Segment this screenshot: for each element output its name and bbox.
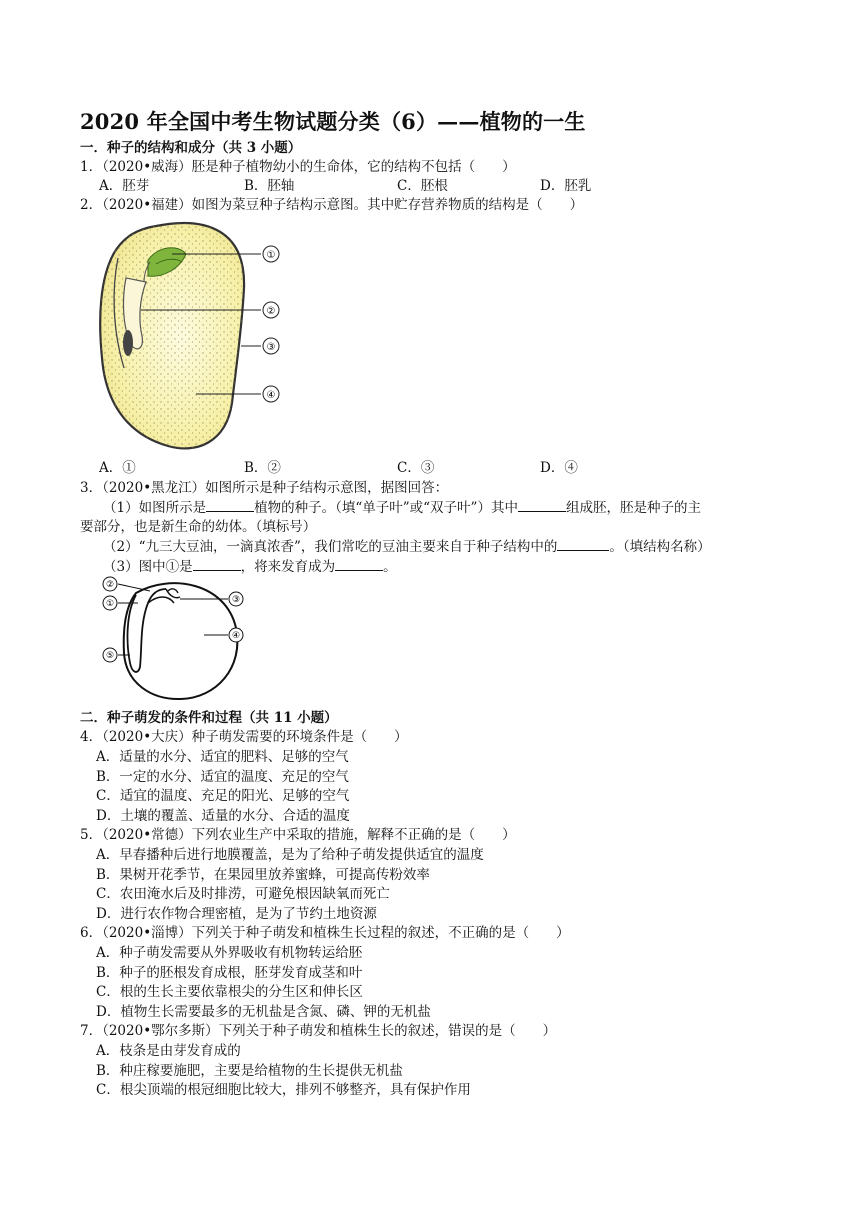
bean-seed-diagram [96,218,296,454]
question-4-option-a: A．适量的水分、适宜的肥料、足够的空气 [96,749,349,765]
question-1-stem: 1．（2020•威海）胚是种子植物幼小的生命体，它的结构不包括（ ） [80,159,516,175]
question-3-part-3: （3）图中①是 ，将来发育成为 。 [103,559,397,575]
answer-blank[interactable] [518,499,566,512]
seed-label-5: ⑤ [105,651,115,661]
question-3-stem: 3．（2020•黑龙江）如图所示是种子结构示意图，据图回答： [80,480,449,496]
section-heading-1: 一．种子的结构和成分（共 3 小题） [80,140,302,156]
question-2-option-d: D．④ [540,460,578,476]
question-3-part-1: （1）如图所示是 植物的种子。（填“单子叶”或“双子叶”）其中 组成胚，胚是种子的主 [103,500,701,516]
question-2-stem: 2．（2020•福建）如图为菜豆种子结构示意图。其中贮存营养物质的结构是（ ） [80,197,584,213]
seed-label-2: ② [105,580,115,590]
page-title: 2020 年全国中考生物试题分类（6）——植物的一生 [80,109,586,134]
question-4-option-d: D．土壤的覆盖、适量的水分、合适的温度 [96,808,350,824]
question-6-option-d: D．植物生长需要最多的无机盐是含氮、磷、钾的无机盐 [96,1004,431,1020]
question-2-option-b: B．② [244,460,281,476]
question-5-option-c: C．农田淹水后及时排涝，可避免根因缺氧而死亡 [96,886,390,902]
seed-label-3: ③ [231,595,241,605]
question-3-part-1-continued: 要部分，也是新生命的幼体。（填标号） [80,519,317,535]
answer-blank[interactable] [193,558,241,571]
question-7-option-b: B．种庄稼要施肥，主要是给植物的生长提供无机盐 [96,1063,403,1079]
question-5-option-b: B．果树开花季节，在果园里放养蜜蜂，可提高传粉效率 [96,867,430,883]
question-2-option-c: C．③ [397,460,435,476]
question-1-option-c: C．胚根 [397,178,448,194]
section-heading-2: 二．种子萌发的条件和过程（共 11 小题） [80,710,338,726]
question-6-option-c: C．根的生长主要依靠根尖的分生区和伸长区 [96,984,363,1000]
answer-blank[interactable] [557,538,609,551]
question-3-part-2: （2）“九三大豆油，一滴真浓香”，我们常吃的豆油主要来自于种子结构中的 。（填结构名称） [103,539,711,555]
bean-label-4: ④ [266,390,276,401]
question-6-option-a: A．种子萌发需要从外界吸收有机物转运给胚 [96,945,363,961]
question-4-option-c: C．适宜的温度、充足的阳光、足够的空气 [96,788,350,804]
seed-label-1: ① [105,599,115,609]
question-7-option-c: C．根尖顶端的根冠细胞比较大，排列不够整齐，具有保护作用 [96,1082,471,1098]
question-1-option-b: B．胚轴 [244,178,295,194]
bean-label-3: ③ [266,342,276,353]
bean-label-2: ② [266,306,276,317]
question-4-option-b: B．一定的水分、适宜的温度、充足的空气 [96,769,349,785]
bean-label-1: ① [266,250,276,261]
question-1-option-d: D．胚乳 [540,178,592,194]
question-4-stem: 4．（2020•大庆）种子萌发需要的环境条件是（ ） [80,729,408,745]
question-2-option-a: A．① [99,460,136,476]
question-6-stem: 6．（2020•淄博）下列关于种子萌发和植株生长过程的叙述，不正确的是（ ） [80,925,570,941]
question-6-option-b: B．种子的胚根发育成根，胚芽发育成茎和叶 [96,965,363,981]
answer-blank[interactable] [335,558,383,571]
question-5-option-a: A．早春播种后进行地膜覆盖，是为了给种子萌发提供适宜的温度 [96,847,484,863]
seed-structure-diagram [96,573,256,703]
question-5-option-d: D．进行农作物合理密植，是为了节约土地资源 [96,906,377,922]
question-1-option-a: A．胚芽 [99,178,150,194]
seed-label-4: ④ [231,631,241,641]
answer-blank[interactable] [206,499,254,512]
question-7-option-a: A．枝条是由芽发育成的 [96,1043,241,1059]
question-7-stem: 7．（2020•鄂尔多斯）下列关于种子萌发和植株生长的叙述，错误的是（ ） [80,1023,557,1039]
question-5-stem: 5．（2020•常德）下列农业生产中采取的措施，解释不正确的是（ ） [80,827,516,843]
